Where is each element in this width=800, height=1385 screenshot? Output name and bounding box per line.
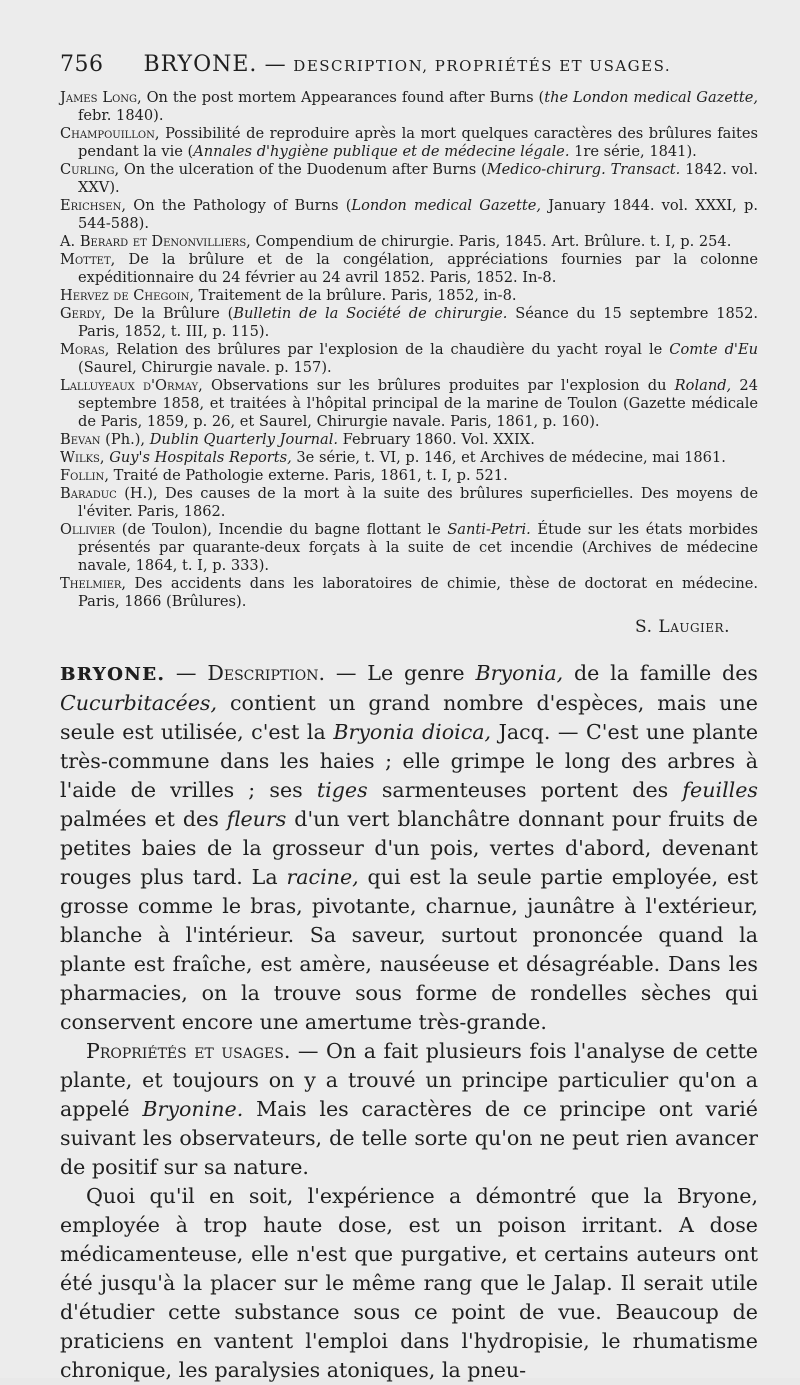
bibliography-entry [60,233,758,251]
bibliography-author: Thelmier [60,575,122,592]
bibliography-text: , Des accidents dans les laboratoires de chimie, thèse de doctorat en médecine. Paris, 1866 (Brûlures). [78,575,758,610]
italic-run: fleurs [226,807,287,831]
bibliography-details: 24 septembre 1858, et traitées à l'hôpital principal de la marine de Toulon (Gazette médicale de Paris, 1859, p. 26, et Saurel, Chirurgie navale. Paris, 1861, p. 160). [78,377,758,430]
bibliography-entry [60,467,758,485]
bibliography-title: the London medical Gazette, [544,89,758,106]
bibliography-details: Étude sur les états morbides présentés par quarante-deux forçats à la suite de cet incendie (Archives de médecine navale, 1864, t. I, p. 333). [78,521,758,574]
running-subtitle: DESCRIPTION, PROPRIÉTÉS ET USAGES. [293,57,672,75]
italic-run: tiges [316,778,368,802]
bibliography-title: Medico-chirurg. Transact. [486,161,681,178]
bibliography-entry [60,251,758,287]
bibliography-entry [60,521,758,575]
bibliography-text: , On the post mortem Appearances found after Burns ( [137,89,545,106]
bibliography-text: , [99,449,110,466]
paragraph-effects: Quoi qu'il en soit, l'expérience a démontré que la Bryone, employée à trop haute dose, est un poison irritant. A dose médicamenteuse, elle n'est que purgative, et certains auteurs ont été jusqu'à la placer sur le même rang que le Jalap. Il serait utile d'étudier cette substance sous ce point de vue. Beaucoup de praticiens en vantent l'emploi dans l'hydropisie, le rhumatisme chronique, les paralysies atoniques, la pneu- [60,1184,758,1382]
bibliography-details: Séance du 15 septembre 1852. Paris, 1852, t. III, p. 115). [78,305,759,340]
bibliography-text: , Possibilité de reproduire après la mort quelques caractères des brûlures faites pendant la vie ( [78,125,758,160]
bibliography-author: Gerdy [60,305,102,322]
bibliography-author: Erichsen [60,197,122,214]
article-body [60,659,758,1385]
bibliography-author: James Long [60,89,138,106]
italic-run: Cucurbitacées, [60,691,218,715]
bibliography-author: A. Berard et Denonvilliers [60,233,247,250]
bibliography-details: January 1844. vol. XXXI, p. 544-588). [78,197,758,232]
bibliography-title: Dublin Quarterly Journal. [149,431,339,448]
bibliography-author: Wilks [60,449,100,466]
italic-run: Bryonine. [142,1097,244,1121]
running-head [60,52,758,77]
text-run: — [165,661,208,685]
italic-run: racine, [286,865,359,889]
bibliography-text: , De la brûlure et de la congélation, appréciations fournies par la colonne expéditionnaire du 24 février au 24 avril 1852. Paris, 1852. In-8. [78,251,758,286]
bibliography-author: Ollivier [60,521,116,538]
bibliography-entry [60,377,758,431]
text-run: qui est la seule partie employée, est grosse comme le bras, pivotante, charnue, jaunâtre à l'extérieur, blanche à l'intérieur. Sa saveur, surtout prononcée quand la plante est fraîche, est amère, nauséeuse et désagréable. Dans les pharmacies, on la trouve sous forme de rondelles sèches qui conservent encore une amertume très-grande. [60,865,759,1034]
bibliography-text: , Compendium de chirurgie. Paris, 1845. Art. Brûlure. t. I, p. 254. [246,233,732,250]
bibliography-title: Roland, [674,377,732,394]
text-run: — On a fait plusieurs fois l'analyse de cette plante, et toujours on y a trouvé un principe particulier qu'on a appelé [60,1039,758,1121]
bibliography-text: , Observations sur les brûlures produites par l'explosion du [198,377,675,394]
text-run: palmées et des [60,807,227,831]
bibliography-entry [60,161,758,197]
bibliography-title: London medical Gazette, [351,197,541,214]
running-title-group [144,52,672,77]
bibliography-author: Bevan [60,431,101,448]
bibliography-text: , Relation des brûlures par l'explosion de la chaudière du yacht royal le [104,341,670,358]
italic-run: Bryonia dioica, [333,720,492,744]
bibliography-entry [60,305,758,341]
bibliography-details: 1842. vol. XXV). [78,161,758,196]
section-label-description: Description. [207,661,326,685]
section-label-properties: Propriétés et usages. [86,1039,291,1063]
italic-run: Bryonia, [475,661,564,685]
bibliography-text: (de Toulon), Incendie du bagne flottant le [115,521,448,538]
bibliography-text: , Traitement de la brûlure. Paris, 1852, in-8. [189,287,517,304]
bibliography-title: Annales d'hygiène publique et de médecine légale. [193,143,570,160]
running-dash: — [264,52,287,76]
bibliography-author: Curling [60,161,115,178]
text-run: Jacq. — C'est une plante très-commune dans les haies ; elle grimpe le long des arbres à l'aide de vrilles ; ses [60,720,759,802]
bibliography-author: Mottet [60,251,111,268]
bibliography-title: Santi-Petri. [447,521,531,538]
bibliography-entry [60,197,758,233]
bibliography-entry [60,89,758,125]
bibliography-author: Lalluyeaux d'Ormay [60,377,199,394]
bibliography-author: Moras [60,341,105,358]
bibliography-entry [60,575,758,611]
text-run: de la famille des [563,661,758,685]
running-title: BRYONE. [143,52,258,77]
bibliography-text: (H.), Des causes de la mort à la suite des brûlures superficielles. Des moyens de l'éviter. Paris, 1862. [78,485,758,520]
signature-initial: S. [635,617,653,637]
bibliography-details: 3e série, t. VI, p. 146, et Archives de médecine, mai 1861. [291,449,726,466]
bibliography-details: (Saurel, Chirurgie navale. p. 157). [78,359,332,376]
bibliography-author: Champouillon [60,125,155,142]
bibliography-entry [60,431,758,449]
bibliography-title: Comte d'Eu [669,341,758,358]
author-signature [60,617,730,637]
text-run: sarmenteuses portent des [367,778,683,802]
bibliography-text: , De la Brûlure ( [101,305,234,322]
bibliography-author: Follin [60,467,105,484]
signature-name: Laugier. [658,617,730,637]
bibliography-text: , On the ulceration of the Duodenum after Burns ( [114,161,487,178]
bibliography-text: , On the Pathology of Burns ( [121,197,352,214]
text-run: — Le genre [325,661,476,685]
bibliography-author: Baraduc [60,485,117,502]
bibliography-details: 1re série, 1841). [569,143,697,160]
paragraph-description [60,659,758,1037]
bibliography-details: February 1860. Vol. XXIX. [338,431,535,448]
page-number: 756 [60,52,104,77]
bibliography-entry [60,449,758,467]
bibliography-author: Hervez de Chegoin [60,287,190,304]
bibliography-text: (Ph.), [100,431,150,448]
text-run: Mais les caractères de ce principe ont varié suivant les observateurs, de telle sorte qu'on ne peut rien avancer de positif sur sa nature. [60,1097,758,1179]
entry-head-word: BRYONE. [60,664,166,685]
bibliography-text: , Traité de Pathologie externe. Paris, 1861, t. I, p. 521. [104,467,508,484]
bibliography-list [60,89,758,611]
text-run: d'un vert blanchâtre donnant pour fruits de petites baies de la grosseur d'un pois, vertes d'abord, devenant rouges plus tard. La [60,807,758,889]
bibliography-title: Guy's Hospitals Reports, [109,449,292,466]
bibliography-entry [60,485,758,521]
text-run: contient un grand nombre d'espèces, mais une seule est utilisée, c'est la [60,691,758,744]
bibliography-details: febr. 1840). [78,107,164,124]
bibliography-title: Bulletin de la Société de chirurgie. [233,305,508,322]
bibliography-entry [60,341,758,377]
italic-run: feuilles [682,778,758,802]
paragraph-properties [60,1037,758,1182]
bibliography-entry [60,125,758,161]
bibliography-entry [60,287,758,305]
